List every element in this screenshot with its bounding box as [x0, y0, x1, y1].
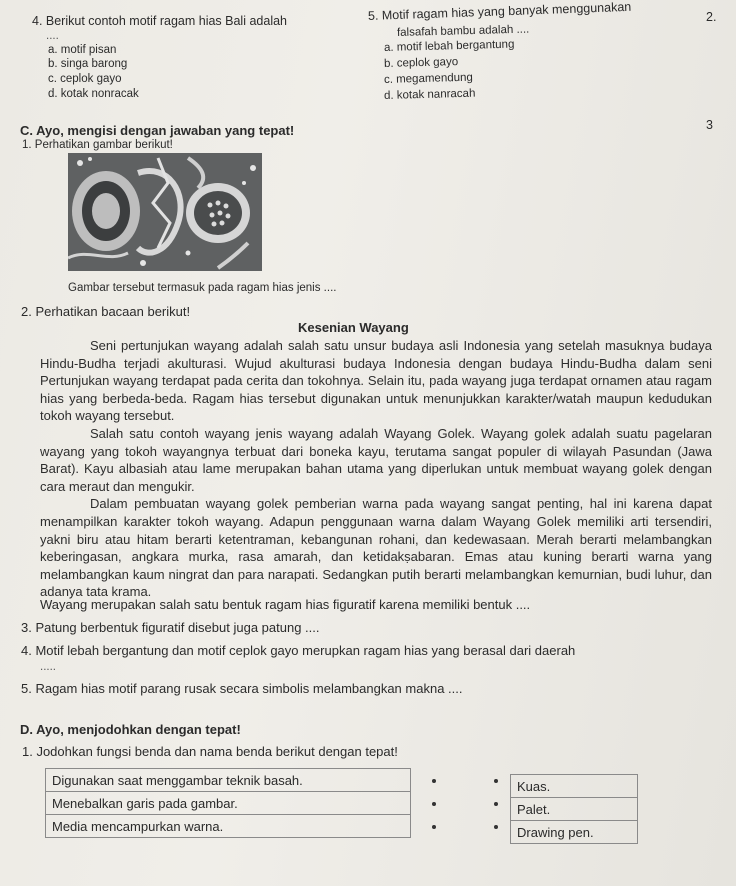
left-match-dot-1[interactable] [432, 779, 436, 783]
right-match-dot-3[interactable] [494, 825, 498, 829]
section-c-q3: 3. Patung berbentuk figuratif disebut juga patung .... [21, 620, 320, 635]
section-c-title: C. Ayo, mengisi dengan jawaban yang tepat! [20, 123, 295, 138]
q4-option-d: d. kotak nonracak [48, 88, 139, 100]
section-c-q4-dots: ..... [40, 661, 56, 673]
reading-paragraph-3: Dalam pembuatan wayang golek pemberian warna pada wayang sangat penting, hal ini karena dapat menampilkan karakter tokoh wayang. Adapun penggunaan warna dalam Wayang Golek memiliki arti tersendiri, yakni biru atau hitam berarti ketentraman, kebangunan rohani, dan kedewasaan. Merah berarti melambangkan keberingasan, angkara murka, rasa amarah, dan ketidakṣabaran. Emas atau kuning berarti warna yang melambangkan kaum ningrat dan para narapati. Sedangkan putih berarti melambangkan kemurnian, budi luhur, dan adanya tata krama. [40, 496, 712, 600]
batik-motif-figure [68, 153, 262, 271]
reading-title: Kesenian Wayang [298, 320, 409, 335]
section-c-q4: 4. Motif lebah bergantung dan motif ceplok gayo merupkan ragam hias yang berasal dari daerah [21, 643, 576, 658]
matching-right-item-3: Drawing pen. [511, 821, 638, 844]
matching-left-table [45, 768, 411, 838]
matching-right-row [511, 798, 638, 821]
q4-option-b: b. singa barong [48, 58, 128, 70]
section-d-q1: 1. Jodohkan fungsi benda dan nama benda berikut dengan tepat! [22, 744, 398, 759]
section-c-q1: 1. Perhatikan gambar berikut! [22, 139, 173, 151]
right-match-dot-2[interactable] [494, 802, 498, 806]
matching-right-row [511, 821, 638, 844]
matching-left-item-1: Digunakan saat menggambar teknik basah. [46, 769, 411, 792]
matching-right-item-1: Kuas. [511, 775, 638, 798]
q5-option-b: b. ceplok gayo [383, 56, 459, 70]
margin-number-3: 3 [706, 118, 713, 132]
matching-left-item-2: Menebalkan garis pada gambar. [46, 792, 411, 815]
reading-text [40, 337, 712, 601]
q4-dots: .... [46, 30, 59, 42]
right-match-dot-1[interactable] [494, 779, 498, 783]
q4-stem: 4. Berikut contoh motif ragam hias Bali adalah [32, 14, 287, 28]
matching-left-row [46, 769, 411, 792]
matching-left-item-3: Media mencampurkan warna. [46, 815, 411, 838]
matching-left-row [46, 792, 411, 815]
section-d-title: D. Ayo, menjodohkan dengan tepat! [20, 722, 241, 737]
q5-option-c: c. megamendung [383, 71, 474, 86]
reading-question: Wayang merupakan salah satu bentuk ragam hias figuratif karena memiliki bentuk .... [40, 597, 531, 612]
section-c-q2: 2. Perhatikan bacaan berikut! [21, 304, 191, 319]
margin-number-2: 2. [706, 10, 717, 24]
q5-option-a: a. motif lebah bergantung [383, 38, 515, 54]
left-match-dot-3[interactable] [432, 825, 436, 829]
matching-right-table [510, 774, 638, 844]
section-c-q5: 5. Ragam hias motif parang rusak secara simbolis melambangkan makna .... [21, 681, 463, 696]
q5-line1: 5. Motif ragam hias yang banyak menggunakan [367, 0, 632, 23]
q5-option-d: d. kotak nanracah [383, 87, 476, 102]
reading-paragraph-1: Seni pertunjukan wayang adalah salah satu unsur budaya asli Indonesia yang setelah masuknya budaya Hindu-Budha terjadi akulturasi. Wujud akulturasi budaya Indonesia dengan budaya Hindu-Budha dalam seni Pertunjukan wayang terdapat pada cerita dan tokohnya. Selain itu, pada wayang juga terdapat ornamen atau ragam hias yang berbeda-beda. Ragam hias tersebut digunakan untuk menunjukkan karakter/watah maupun kedudukan tokoh wayang tersebut. [40, 338, 712, 424]
q4-option-a: a. motif pisan [48, 44, 117, 56]
figure-caption: Gambar tersebut termasuk pada ragam hias jenis .... [68, 282, 337, 294]
matching-right-item-2: Palet. [511, 798, 638, 821]
matching-right-row [511, 775, 638, 798]
matching-left-row [46, 815, 411, 838]
q5-line2: falsafah bambu adalah .... [396, 23, 530, 39]
batik-motif-illustration [68, 153, 262, 271]
q4-option-c: c. ceplok gayo [48, 73, 122, 85]
reading-paragraph-2: Salah satu contoh wayang jenis wayang adalah Wayang Golek. Wayang golek adalah suatu pagelaran wayang yang tokoh wayangnya terbuat dari boneka kayu, terutama sangat populer di wilayah Pasundan (Jawa Barat). Kayu albasiah atau lame merupakan bahan utama yang diperlukan untuk membuat wayang golek dengan cara meraut dan mengukir. [40, 425, 712, 494]
left-match-dot-2[interactable] [432, 802, 436, 806]
